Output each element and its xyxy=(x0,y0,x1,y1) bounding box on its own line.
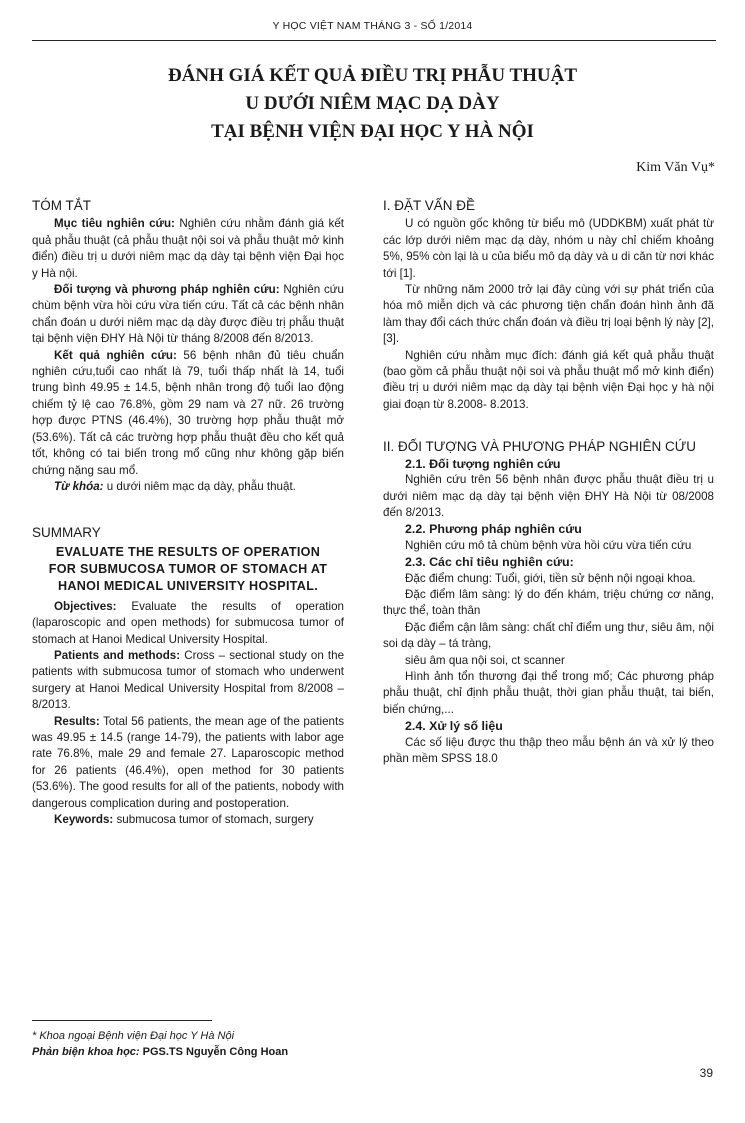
page-number: 39 xyxy=(699,1066,713,1080)
header-divider xyxy=(32,40,716,41)
author: Kim Văn Vụ* xyxy=(636,160,715,175)
summary-methods-text: Cross – sectional study on the patients with submucosa tumor of stomach who underwent surgery at Hanoi Medical University Hospital from 8/2008 – 8/2013. xyxy=(32,648,345,712)
journal-header: Y HỌC VIỆT NAM THÁNG 3 - SỐ 1/2014 xyxy=(272,20,473,32)
summary-title-line-1: EVALUATE THE RESULTS OF OPERATION xyxy=(55,544,321,559)
section1-heading: I. ĐẶT VẤN ĐỀ xyxy=(383,198,476,213)
title-line-2: U DƯỚI NIÊM MẠC DẠ DÀY xyxy=(245,93,500,114)
section1-para-2: Từ những năm 2000 trở lại đây cùng với sự phát triển của hóa mô miễn dịch và các phương tiện chẩn đoán hình ảnh đã làm thay đổi cách thức chẩn đoán và điều trị loại bệnh lý này [2],[3]. xyxy=(383,283,714,346)
subsection-2-3-para-5: Hình ảnh tổn thương đại thể trong mổ; Các phương pháp phẫu thuật, chỉ định phẫu thuật, thời gian phẫu thuật, tai biến, biến chứng,... xyxy=(383,669,714,716)
abstract-keywords-text: u dưới niêm mạc dạ dày, phẫu thuật. xyxy=(103,479,296,493)
title-line-3: TẠI BỆNH VIỆN ĐẠI HỌC Y HÀ NỘI xyxy=(211,121,534,142)
subsection-2-2-heading: 2.2. Phương pháp nghiên cứu xyxy=(405,522,582,537)
subsection-2-1-heading: 2.1. Đối tượng nghiên cứu xyxy=(405,456,561,471)
abstract-results xyxy=(32,348,344,479)
subsection-2-2-text: Nghiên cứu mô tả chùm bệnh vừa hồi cứu vừa tiến cứu xyxy=(405,538,692,552)
article-title xyxy=(60,62,685,146)
subsection-2-1-text: Nghiên cứu trên 56 bệnh nhân được phẫu thuật điều trị u dưới niêm mạc dạ dày tại bệnh viện ĐHY Hà Nội từ 08/2008 đến 8/2013. xyxy=(383,473,714,519)
abstract-methods xyxy=(32,282,344,348)
summary-results xyxy=(32,714,344,812)
footnote-divider xyxy=(32,1020,212,1021)
section2-heading: II. ĐỐI TƯỢNG VÀ PHƯƠNG PHÁP NGHIÊN CỨU xyxy=(383,439,697,455)
abstract-heading: TÓM TẮT xyxy=(32,198,91,213)
subsection-2-3-para-4: siêu âm qua nội soi, ct scanner xyxy=(405,653,565,667)
abstract-keywords xyxy=(32,479,344,495)
abstract-keywords-label: Từ khóa: xyxy=(54,479,104,493)
summary-objectives-text: Evaluate the results of operation (laparoscopic and open methods) for submucosa tumor of stomach at Hanoi Medical University Hospital. xyxy=(32,599,344,646)
subsection-2-4-heading: 2.4. Xử lý số liệu xyxy=(405,719,503,734)
summary-heading: SUMMARY xyxy=(32,525,101,541)
summary-results-text: Total 56 patients, the mean age of the patients was 49.95 ± 14.5 (range 14-79), the patients with labor age rate 76.8%, male 29 and female 27. Laparoscopic method for 26 patients (46.4%), open method for 30 patients (53.6%). The good results for all of the patients, nobody with dangerous complication during and postoperation. xyxy=(32,714,344,810)
summary-results-label: Results: xyxy=(54,714,100,728)
footnote xyxy=(32,1028,288,1060)
summary-title-line-3: HANOI MEDICAL UNIVERSITY HOSPITAL. xyxy=(58,578,318,593)
title-line-1: ĐÁNH GIÁ KẾT QUẢ ĐIỀU TRỊ PHẪU THUẬT xyxy=(167,65,578,86)
section1-para-1: U có nguồn gốc không từ biểu mô (UDDKBM) xuất phát từ các lớp dưới niêm mạc dạ dày, nhóm u này chỉ chiếm khoảng 5%, 95% còn lại là u của biểu mô dạ dày và u di căn từ nơi khác tới [1]. xyxy=(383,217,714,280)
abstract-objective-label: Mục tiêu nghiên cứu: xyxy=(54,217,175,231)
summary-keywords-label: Keywords: xyxy=(54,813,114,826)
summary-methods-label: Patients and methods: xyxy=(54,648,181,662)
abstract-objective-text: Nghiên cứu nhằm đánh giá kết quả phẫu thuật (cả phẫu thuật nội soi và phẫu thuật mở kinh điển) điều trị u dưới niêm mạc dạ dày tại bệnh viện Đại học y Hà nội. xyxy=(32,217,345,280)
summary-title xyxy=(32,544,344,595)
left-column xyxy=(32,198,344,828)
abstract-results-text: 56 bệnh nhân đủ tiêu chuẩn nghiên cứu,tuổi cao nhất là 79, tuổi thấp nhất là 14, tuổi trung bình 49.95 ± 14.5, bệnh nhân trong độ tuổi lao động chiếm tỷ lệ cao 76.8%, gồm 29 nam và 27 nữ. 26 trường hợp được PTNS (46.4%), 30 trường hợp phẫu thuật mở (53.6%). Tất cả các trường hợp phẫu thuật đều cho kết quả tốt, không có tai biến trong mổ cũng như không gặp biến chứng nặng sau mổ. xyxy=(32,348,344,477)
footnote-reviewer-label: Phản biện khoa học: xyxy=(32,1046,140,1058)
summary-keywords xyxy=(32,812,344,828)
summary-objectives-label: Objectives: xyxy=(54,599,117,613)
summary-objectives xyxy=(32,599,344,648)
subsection-2-4-text: Các số liệu được thu thập theo mẫu bệnh án và xử lý theo phần mềm SPSS 18.0 xyxy=(383,735,714,765)
summary-keywords-text: submucosa tumor of stomach, surgery xyxy=(113,813,314,826)
footnote-reviewer-name: PGS.TS Nguyễn Công Hoan xyxy=(139,1046,289,1058)
footnote-affiliation: * Khoa ngoại Bệnh viện Đại học Y Hà Nội xyxy=(32,1030,235,1042)
abstract-methods-text: Nghiên cứu chùm bệnh vừa hồi cứu vừa tiến cứu. Tất cả các bệnh nhân chẩn đoán u dưới niêm mạc dạ dày được điều trị phẫu thuật tại bệnh viện ĐHY Hà Nội từ tháng 8/2008 đến 8/2013. xyxy=(32,283,344,346)
summary-title-line-2: FOR SUBMUCOSA TUMOR OF STOMACH AT xyxy=(48,561,328,576)
subsection-2-3-para-2: Đặc điểm lâm sàng: lý do đến khám, triệu chứng cơ năng, thực thể, toàn thân xyxy=(383,587,714,618)
abstract-results-label: Kết quả nghiên cứu: xyxy=(54,348,177,362)
abstract-objective xyxy=(32,216,344,282)
right-column xyxy=(383,198,714,767)
subsection-2-3-para-1: Đặc điểm chung: Tuổi, giới, tiền sử bệnh nội ngoại khoa. xyxy=(405,571,696,585)
section1-para-3: Nghiên cứu nhằm mục đích: đánh giá kết quả phẫu thuật (bao gồm cả phẫu thuật nội soi và phẫu thuật mổ mở kinh điển) điều trị u dưới niêm mạc dạ dày tại bệnh viện Đại học y hà nội giai đoạn từ 8.2008- 8.2013. xyxy=(383,348,714,411)
abstract-methods-label: Đối tượng và phương pháp nghiên cứu: xyxy=(54,283,280,297)
summary-methods xyxy=(32,648,344,714)
subsection-2-3-heading: 2.3. Các chỉ tiêu nghiên cứu: xyxy=(405,555,574,570)
subsection-2-3-para-3: Đặc điểm cận lâm sàng: chất chỉ điểm ung thư, siêu âm, nội soi dạ dày – tá tràng, xyxy=(383,620,714,651)
footnote-reviewer xyxy=(32,1044,288,1060)
